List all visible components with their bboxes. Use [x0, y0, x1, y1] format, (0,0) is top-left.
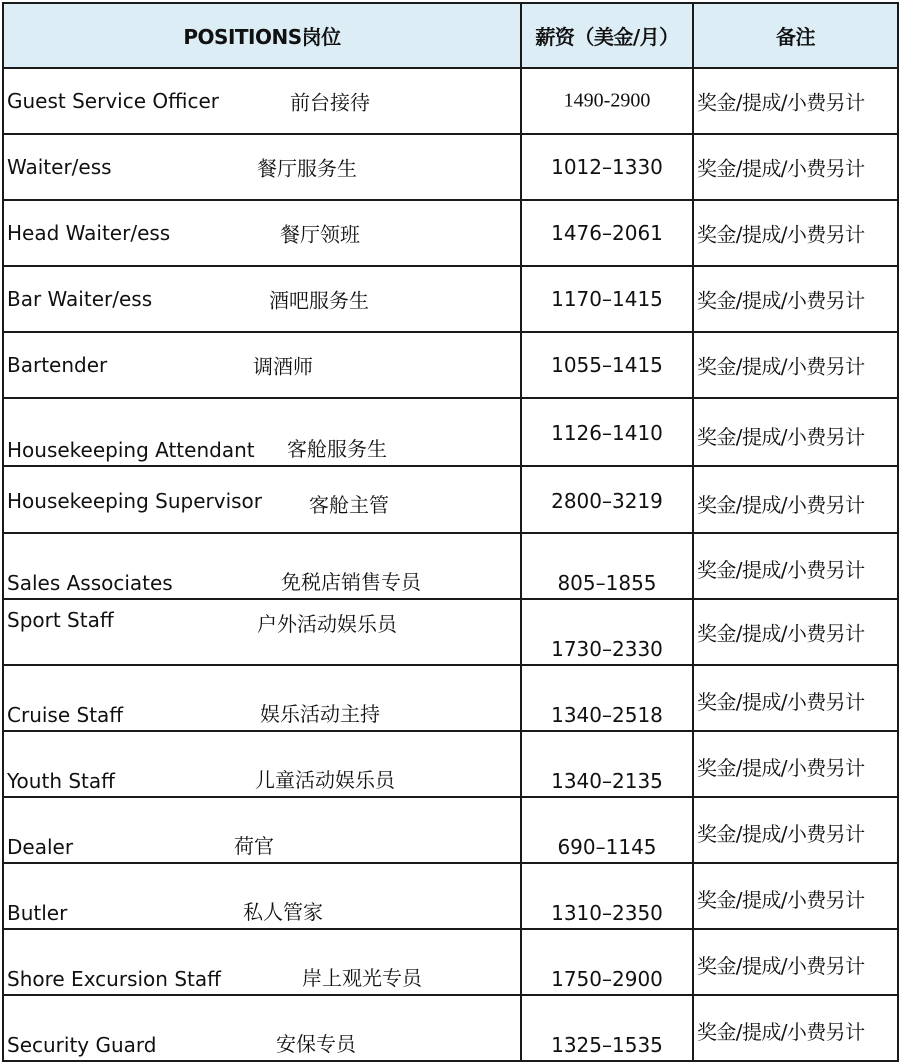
position-cn: 儿童活动娱乐员	[255, 768, 395, 792]
position-cell	[3, 398, 521, 466]
position-cn: 调酒师	[253, 354, 313, 379]
position-cn: 餐厅领班	[280, 222, 360, 247]
position-en: Guest Service Officer	[7, 89, 219, 113]
salary-value: 2800–3219	[551, 489, 663, 513]
salary-cell	[521, 599, 693, 665]
position-cell	[3, 200, 521, 266]
position-cn: 私人管家	[243, 900, 323, 924]
salary-cell	[521, 466, 693, 533]
salary-cell	[521, 665, 693, 731]
note-value: 奖金/提成/小费另计	[697, 222, 865, 247]
position-cn: 荷官	[234, 834, 274, 858]
table-row	[3, 332, 898, 398]
salary-cell	[521, 929, 693, 995]
note-cell	[693, 466, 898, 533]
salary-cell	[521, 398, 693, 466]
position-cell	[3, 797, 521, 863]
salary-cell	[521, 863, 693, 929]
note-value: 奖金/提成/小费另计	[697, 425, 865, 449]
position-en: Waiter/ess	[7, 155, 112, 179]
header-note: 备注	[693, 3, 898, 68]
position-cell	[3, 599, 521, 665]
note-cell	[693, 200, 898, 266]
table-row	[3, 134, 898, 200]
note-cell	[693, 134, 898, 200]
table-row	[3, 68, 898, 134]
note-cell	[693, 929, 898, 995]
table-row	[3, 466, 898, 533]
position-cell	[3, 466, 521, 533]
salary-value: 1490-2900	[563, 89, 651, 112]
position-en: Cruise Staff	[7, 703, 124, 727]
position-cn: 户外活动娱乐员	[257, 612, 397, 636]
salary-value: 1126–1410	[551, 421, 663, 445]
note-value: 奖金/提成/小费另计	[697, 756, 865, 780]
salary-value: 1310–2350	[551, 901, 663, 925]
position-cn: 岸上观光专员	[302, 966, 422, 990]
salary-value: 1340–2135	[551, 769, 663, 793]
salary-value: 1055–1415	[551, 353, 663, 377]
salary-value: 1730–2330	[551, 637, 663, 661]
position-en: Butler	[7, 901, 68, 925]
position-en: Sales Associates	[7, 571, 173, 595]
salary-cell	[521, 68, 693, 134]
salary-value: 1476–2061	[551, 221, 663, 245]
table-row	[3, 731, 898, 797]
table-row	[3, 929, 898, 995]
note-value: 奖金/提成/小费另计	[697, 822, 865, 846]
salary-value: 1012–1330	[551, 155, 663, 179]
note-cell	[693, 398, 898, 466]
note-value: 奖金/提成/小费另计	[697, 888, 865, 912]
note-value: 奖金/提成/小费另计	[697, 288, 865, 313]
position-en: Shore Excursion Staff	[7, 967, 221, 991]
salary-value: 1325–1535	[551, 1033, 663, 1057]
position-en: Housekeeping Attendant	[7, 438, 255, 462]
salary-value: 805–1855	[557, 571, 657, 595]
salary-value: 690–1145	[557, 835, 657, 859]
position-cn: 餐厅服务生	[257, 156, 357, 181]
note-value: 奖金/提成/小费另计	[697, 954, 865, 978]
header-positions: POSITIONS岗位	[3, 3, 521, 68]
table-row	[3, 863, 898, 929]
position-cell	[3, 68, 521, 134]
position-cell	[3, 665, 521, 731]
salary-table	[2, 2, 899, 1062]
position-cell	[3, 863, 521, 929]
note-value: 奖金/提成/小费另计	[697, 156, 865, 181]
position-cell	[3, 134, 521, 200]
salary-cell	[521, 533, 693, 599]
position-en: Sport Staff	[7, 608, 114, 632]
position-cell	[3, 731, 521, 797]
salary-value: 1750–2900	[551, 967, 663, 991]
note-value: 奖金/提成/小费另计	[697, 690, 865, 714]
table-row	[3, 533, 898, 599]
position-cn: 客舱主管	[309, 493, 389, 517]
position-en: Youth Staff	[7, 769, 115, 793]
table-row	[3, 266, 898, 332]
position-cell	[3, 266, 521, 332]
position-en: Head Waiter/ess	[7, 221, 171, 245]
table-row	[3, 665, 898, 731]
position-cn: 酒吧服务生	[269, 288, 369, 313]
note-cell	[693, 797, 898, 863]
position-cell	[3, 995, 521, 1061]
note-value: 奖金/提成/小费另计	[697, 1020, 865, 1044]
note-value: 奖金/提成/小费另计	[697, 354, 865, 379]
table-row	[3, 995, 898, 1061]
salary-cell	[521, 266, 693, 332]
note-cell	[693, 863, 898, 929]
position-cn: 娱乐活动主持	[260, 702, 380, 726]
note-cell	[693, 731, 898, 797]
note-cell	[693, 266, 898, 332]
position-cell	[3, 533, 521, 599]
salary-cell	[521, 797, 693, 863]
position-en: Security Guard	[7, 1033, 157, 1057]
position-cn: 安保专员	[276, 1032, 356, 1056]
salary-value: 1170–1415	[551, 287, 663, 311]
note-cell	[693, 665, 898, 731]
note-value: 奖金/提成/小费另计	[697, 558, 865, 582]
salary-cell	[521, 995, 693, 1061]
position-en: Housekeeping Supervisor	[7, 489, 262, 513]
position-cell	[3, 332, 521, 398]
salary-cell	[521, 200, 693, 266]
note-cell	[693, 332, 898, 398]
position-en: Dealer	[7, 835, 74, 859]
note-value: 奖金/提成/小费另计	[697, 90, 865, 115]
table-row	[3, 398, 898, 466]
salary-cell	[521, 332, 693, 398]
salary-value: 1340–2518	[551, 703, 663, 727]
note-cell	[693, 533, 898, 599]
position-en: Bar Waiter/ess	[7, 287, 153, 311]
position-cn: 免税店销售专员	[281, 570, 421, 594]
position-en: Bartender	[7, 353, 108, 377]
note-value: 奖金/提成/小费另计	[697, 621, 865, 646]
note-value: 奖金/提成/小费另计	[697, 493, 865, 517]
table-row	[3, 599, 898, 665]
header-row	[3, 3, 898, 68]
note-cell	[693, 995, 898, 1061]
salary-cell	[521, 134, 693, 200]
table-row	[3, 797, 898, 863]
position-cn: 前台接待	[290, 90, 370, 115]
salary-cell	[521, 731, 693, 797]
note-cell	[693, 599, 898, 665]
header-salary: 薪资（美金/月）	[521, 3, 693, 68]
position-cell	[3, 929, 521, 995]
table-row	[3, 200, 898, 266]
position-cn: 客舱服务生	[287, 437, 387, 461]
note-cell	[693, 68, 898, 134]
